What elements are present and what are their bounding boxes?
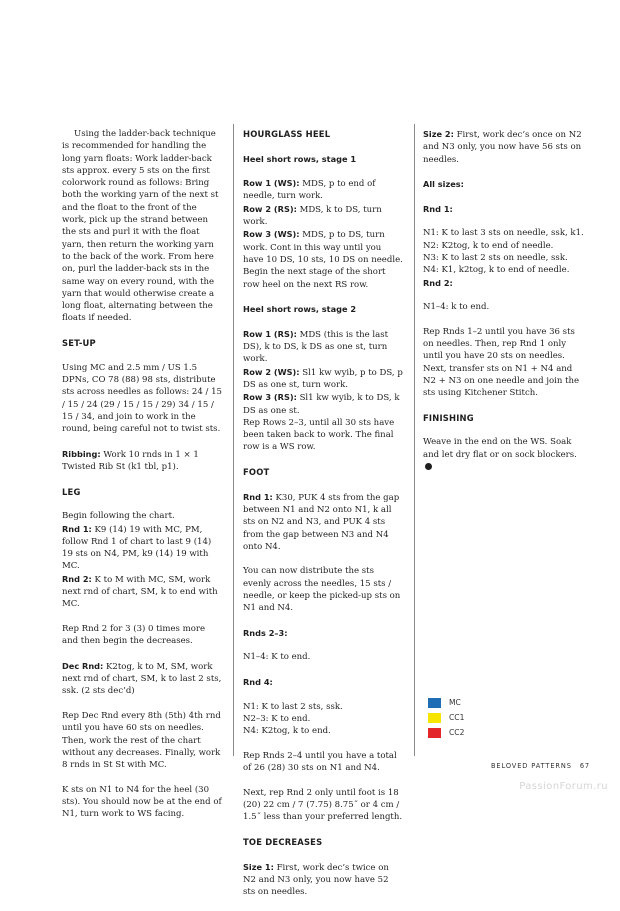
color-swatch [428,728,441,738]
heel-heading: HOURGLASS HEEL [243,129,331,139]
toe-rnd1-n4: N4: K1, k2tog, k to end of needle. [423,265,570,276]
column-divider [233,124,234,756]
size2-label: Size 2: [423,129,454,139]
stage1-row3-label: Row 3 (WS): [243,229,300,240]
legend-label: CC2 [449,728,465,737]
ribbing-paragraph [62,448,222,474]
size1-label: Size 1: [243,861,274,872]
color-legend [428,695,464,740]
stage2-row3-label: Row 3 (RS): [243,392,297,403]
legend-item-cc2 [428,725,464,740]
dec-rnd-label: Dec Rnd: [62,660,104,671]
rep-rnd2-paragraph: Rep Rnd 2 for 3 (3) 0 times more and then begin the decreases. [62,623,206,647]
stage1-row3 [243,228,403,290]
stage2-row3 [243,391,403,417]
toe-rnd2-text: N1–4: k to end. [423,302,490,313]
finishing-heading: FINISHING [423,412,474,423]
ribbing-label: Ribbing: [62,448,101,459]
rnds23-heading: Rnds 2–3: [243,627,288,638]
stage2-row3-text: Sl1 kw wyib, k to DS, k DS as one st. [243,393,400,416]
allsizes-heading: All sizes: [423,179,464,190]
stage1-row2-text: MDS, k to DS, turn work. [243,204,382,228]
foot-rnd1-label: Rnd 1: [243,491,273,502]
legend-item-mc [428,695,464,710]
dec-rnd-paragraph [62,660,222,698]
finishing-paragraph [423,436,585,473]
stage1-row1-text: MDS, p to end of needle, turn work. [243,179,376,202]
foot-rnd1-text: K30, PUK 4 sts from the gap between N1 and N2 onto N1, k all sts on N2 and N3, and PUK 4 sts from the gap between N3 and N4 onto N4. [243,492,400,552]
column-3 [423,128,585,486]
stage2-row2-label: Row 2 (WS): [243,366,300,377]
column-2 [243,128,403,911]
heel-prep-paragraph: K sts on N1 to N4 for the heel (30 sts). You should now be at the end of N1, turn work to WS facing. [62,784,222,820]
stage2-row2 [243,366,403,392]
leg-rnd2 [62,573,222,611]
stage1-heading: Heel short rows, stage 1 [243,153,357,164]
size1-paragraph [243,861,403,899]
setup-heading: SET-UP [62,338,96,349]
rnd4-n4: N4: K2tog, k to end. [243,726,331,737]
foot-heading: FOOT [243,467,270,478]
watermark: PassionForum.ru [519,781,608,792]
legend-item-cc1 [428,710,464,725]
foot-rnd1 [243,491,403,553]
column-divider [414,124,415,756]
rnd4-n1: N1: K to last 2 sts, ssk. [243,701,343,712]
stage1-row3-text: MDS, p to DS, turn work. Cont in this way until you have 10 DS, 10 sts, 10 DS on needle. Begin the next stage of the short row heel on the next RS row. [243,230,403,290]
leg-heading: LEG [62,486,81,497]
stage1-row2 [243,203,403,229]
ribbing-text: Work 10 rnds in 1 × 1 Twisted Rib St (k1 tbl, p1). [62,449,199,473]
end-mark-icon [425,463,432,470]
stage2-row2-text: Sl1 kw wyib, p to DS, p DS as one st, turn work. [243,367,403,390]
stage2-row1 [243,328,403,366]
leg-rnd1 [62,523,222,573]
toe-rnd1-n3: N3: K to last 2 sts on needle, ssk. [423,252,568,263]
toe-rnd2-heading: Rnd 2: [423,277,453,288]
color-swatch [428,698,441,708]
rep-dec-paragraph: Rep Dec Rnd every 8th (5th) 4th rnd until you have 60 sts on needles. Then, work the rest of the chart without any decreases. Finally, work 8 rnds in St St with MC. [62,710,221,771]
color-swatch [428,713,441,723]
toe-rnd1-n2: N2: K2tog, k to end of needle. [423,240,554,251]
rnd4-n23: N2–3: K to end. [243,713,311,724]
stage2-row1-label: Row 1 (RS): [243,328,297,339]
stage2-row1-text: MDS (this is the last DS), k to DS, k DS as one st, turn work. [243,329,389,365]
leg-rnd2-label: Rnd 2: [62,573,92,584]
leg-rnd1-text: K9 (14) 19 with MC, PM, follow Rnd 1 of chart to last 9 (14) 19 sts on N4, PM, k9 (14) 19 with MC. [62,524,212,572]
legend-label: MC [449,698,461,707]
rnd4-heading: Rnd 4: [243,677,273,688]
intro-paragraph: Using the ladder-back technique is recommended for handling the long yarn floats: Work ladder-back sts approx. every 5 sts on the first colorwork round as follows: Bring both the working yarn of the next st and the float to the front of the work, pick up the strand between the sts and purl it with the float yarn, then return the working yarn to the back of the work. From here on, purl the ladder-back sts in the same way on every round, with the yarn that would otherwise create a long float, alternating between the floats if needed. [62,129,219,324]
foot-next-paragraph: Next, rep Rnd 2 only until foot is 18 (20) 22 cm / 7 (7.75) 8.75˝ or 4 cm / 1.5˝ less than your preferred length. [243,787,403,823]
foot-distribute-paragraph: You can now distribute the sts evenly across the needles, 15 sts / needle, or keep the picked-up sts on N1 and N4. [243,566,401,614]
rnds23-text: N1–4: K to end. [243,652,311,663]
finishing-text: Weave in the end on the WS. Soak and let dry flat or on sock blockers. [423,437,577,460]
page-number: 67 [579,762,591,770]
legend-label: CC1 [449,713,465,722]
page-footer [491,762,590,770]
leg-rnd1-label: Rnd 1: [62,523,92,534]
stage2-heading: Heel short rows, stage 2 [243,304,357,315]
section-title: BELOVED PATTERNS [491,762,572,770]
stage1-row2-label: Row 2 (RS): [243,203,297,214]
toe-heading: TOE DECREASES [243,836,323,847]
stage1-row1 [243,177,403,203]
stage2-repeat: Rep Rows 2–3, until all 30 sts have been taken back to work. The final row is a WS row. [243,417,395,453]
foot-repeat-paragraph: Rep Rnds 2–4 until you have a total of 26 (28) 30 sts on N1 and N4. [243,750,397,774]
dec-rnd-text: K2tog, k to M, SM, work next rnd of chart, SM, k to last 2 sts, ssk. (2 sts dec’d) [62,661,222,697]
size2-paragraph [423,128,585,166]
leg-intro: Begin following the chart. [62,511,175,522]
size1-text: First, work dec’s twice on N2 and N3 only, you now have 52 sts on needles. [243,862,389,898]
size2-text: First, work dec’s once on N2 and N3 only, you now have 56 sts on needles. [423,130,582,165]
leg-rnd2-text: K to M with MC, SM, work next rnd of chart, SM, k to end with MC. [62,574,218,610]
setup-paragraph: Using MC and 2.5 mm / US 1.5 DPNs, CO 78 (88) 98 sts, distribute sts across needles as follows: 24 / 15 / 15 / 24 (29 / 15 / 15 / 29) 34 / 15 / 15 / 34, and join to work in the round, being careful not to twist sts. [62,362,222,435]
toe-rnd1-heading: Rnd 1: [423,203,453,214]
toe-rnd1-n1: N1: K to last 3 sts on needle, ssk, k1. [423,228,584,239]
stage1-row1-label: Row 1 (WS): [243,178,300,189]
column-1 [62,128,222,833]
toe-repeat-paragraph: Rep Rnds 1–2 until you have 36 sts on needles. Then, rep Rnd 1 only until you have 20 sts on needles. Next, transfer sts on N1 + N4 and N2 + N3 on one needle and join the sts using Kitchener Stitch. [423,326,580,399]
